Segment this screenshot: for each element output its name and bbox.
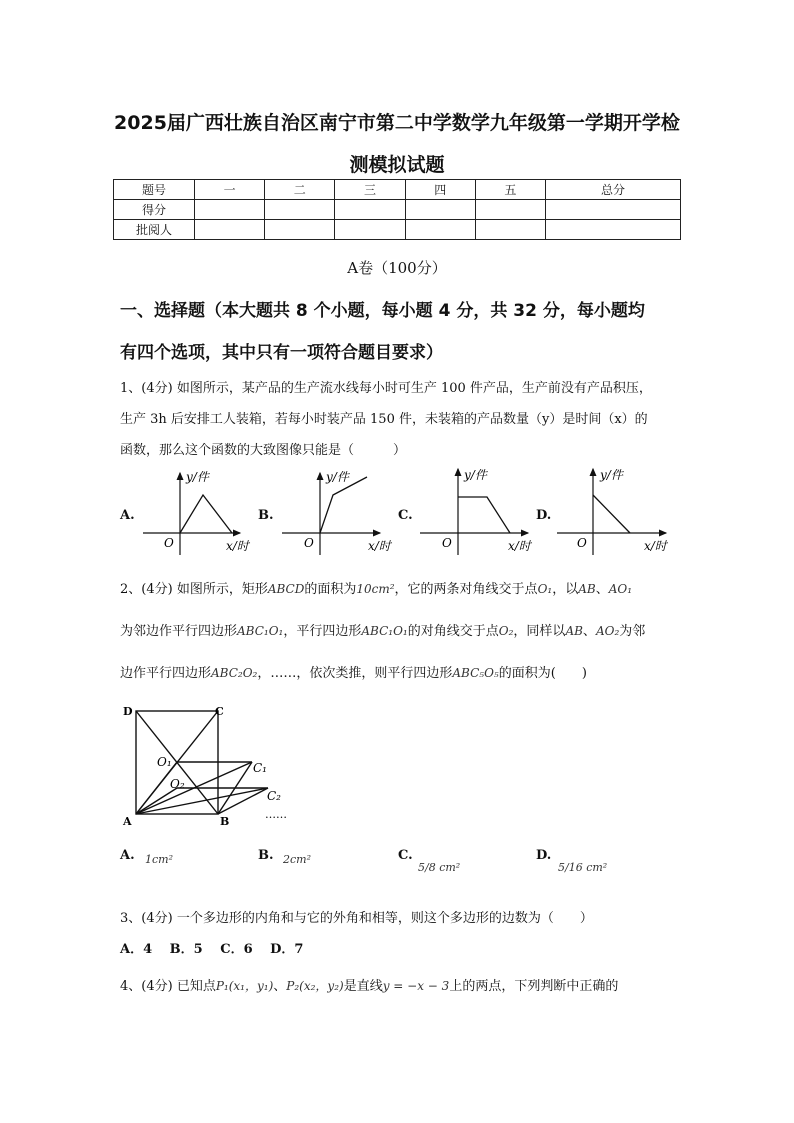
score-header-cell: 一 [195, 180, 265, 200]
q1-line2: 生产 3h 后安排工人装箱，若每小时装产品 150 件，未装箱的产品数量（y）是时间（x）的 [120, 412, 648, 427]
score-table-row [114, 200, 681, 220]
q1-graphs [0, 465, 794, 565]
q1-d-xlabel: x/时 [644, 539, 667, 553]
q1-option-d-label[interactable]: D. [536, 508, 552, 523]
section-heading-line2: 有四个选项，其中只有一项符合题目要求） [120, 343, 443, 363]
score-cell[interactable] [195, 220, 265, 240]
score-header-cell: 三 [335, 180, 405, 200]
q1-d-origin: O [577, 536, 587, 550]
exam-title-line1: 2025届广西壮族自治区南宁市第二中学数学九年级第一学期开学检 [114, 112, 680, 134]
score-cell[interactable] [405, 200, 475, 220]
fig-label-a: A [123, 815, 132, 828]
q1-option-c-label[interactable]: C. [398, 508, 413, 523]
score-cell[interactable] [195, 200, 265, 220]
q1-a-ylabel: y/件 [186, 470, 209, 484]
q1-d-ylabel: y/件 [600, 468, 623, 482]
fig-label-b: B [220, 815, 230, 828]
q1-c-xlabel: x/时 [508, 539, 531, 553]
section-heading-line1: 一、选择题（本大题共 8 个小题，每小题 4 分，共 32 分，每小题均 [120, 301, 645, 321]
q2-line2: 为邻边作平行四边形ABC₁O₁，平行四边形ABC₁O₁的对角线交于点O₂，同样以AB、AO₂为邻 [120, 624, 646, 639]
fig-label-dots: …… [265, 808, 287, 821]
score-cell[interactable] [475, 220, 545, 240]
q1-c-origin: O [442, 536, 452, 550]
q1-b-ylabel: y/件 [326, 470, 349, 484]
score-table-row [114, 220, 681, 240]
q2-figure [120, 700, 320, 830]
exam-title-line2: 测模拟试题 [349, 154, 445, 176]
q2-line3: 边作平行四边形ABC₂O₂，……，依次类推，则平行四边形ABC₅O₅的面积为( ) [120, 666, 587, 681]
q1-option-a-label[interactable]: A. [120, 508, 135, 523]
q2-option-b-label[interactable]: B. [258, 848, 274, 863]
score-cell[interactable] [265, 200, 335, 220]
q2-option-d-label[interactable]: D. [536, 848, 552, 863]
q3-line1: 3、(4分) 一个多边形的内角和与它的外角和相等，则这个多边形的边数为（ ） [120, 911, 593, 926]
score-table [113, 179, 681, 240]
q1-c-ylabel: y/件 [464, 468, 487, 482]
q1-line1: 1、(4分) 如图所示，某产品的生产流水线每小时可生产 100 件产品，生产前没有产品积压， [120, 381, 652, 396]
q1-graph-b [282, 470, 393, 555]
volume-heading: A卷（100分） [347, 259, 447, 277]
q1-graph-c [420, 468, 533, 555]
score-cell[interactable] [335, 200, 405, 220]
q2-option-a-value: 1cm² [145, 853, 173, 866]
score-cell[interactable] [405, 220, 475, 240]
score-cell[interactable] [265, 220, 335, 240]
fig-label-c1: C₁ [253, 761, 267, 775]
fig-label-c: C [215, 705, 224, 718]
score-cell[interactable] [335, 220, 405, 240]
score-row-label: 得分 [114, 200, 195, 220]
score-cell[interactable] [546, 200, 681, 220]
q2-option-c-label[interactable]: C. [398, 848, 413, 863]
score-table-header-row [114, 180, 681, 200]
score-header-cell: 总分 [546, 180, 681, 200]
score-header-cell: 二 [265, 180, 335, 200]
q1-option-b-label[interactable]: B. [258, 508, 274, 523]
q1-graph-a [143, 470, 251, 555]
q4-line1: 4、(4分) 已知点P₁(x₁，y₁)、P₂(x₂，y₂)是直线y = −x − 3上的两点，下列判断中正确的 [120, 979, 619, 994]
score-cell[interactable] [546, 220, 681, 240]
q1-b-xlabel: x/时 [368, 539, 391, 553]
score-cell[interactable] [475, 200, 545, 220]
q1-a-origin: O [164, 536, 174, 550]
score-row-label: 批阅人 [114, 220, 195, 240]
score-header-cell: 题号 [114, 180, 195, 200]
score-header-cell: 五 [475, 180, 545, 200]
q2-option-a-label[interactable]: A. [120, 848, 135, 863]
q2-option-c-value: 5/8 cm² [418, 861, 461, 874]
q1-b-origin: O [304, 536, 314, 550]
q3-options[interactable]: A．4 B．5 C．6 D．7 [120, 942, 304, 957]
score-header-cell: 四 [405, 180, 475, 200]
q2-line1: 2、(4分) 如图所示，矩形ABCD的面积为10cm²，它的两条对角线交于点O₁，以AB、AO₁ [120, 582, 633, 597]
fig-label-o1: O₁ [157, 755, 172, 769]
q2-option-d-value: 5/16 cm² [558, 861, 608, 874]
fig-label-o2: O₂ [170, 777, 185, 791]
q1-graph-d [557, 468, 669, 555]
q1-a-xlabel: x/时 [226, 539, 249, 553]
fig-label-c2: C₂ [267, 789, 281, 803]
fig-label-d: D [123, 705, 133, 718]
q1-line3: 函数，那么这个函数的大致图像只能是（ ） [120, 443, 407, 458]
q2-option-b-value: 2cm² [283, 853, 311, 866]
